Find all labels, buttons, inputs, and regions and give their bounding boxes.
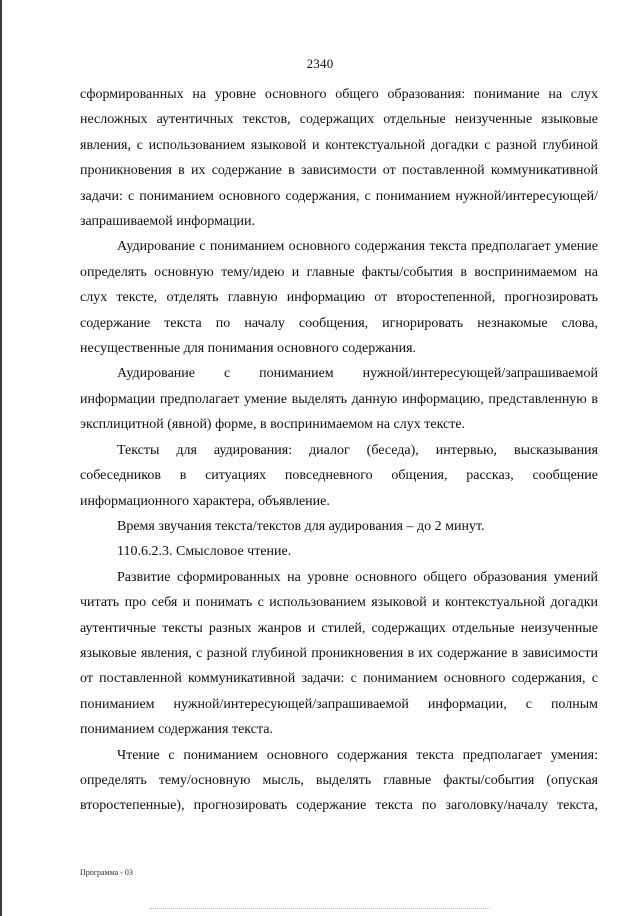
paragraph-continuation: сформированных на уровне основного общего образования: понимание на слух несложных аутентичных текстов, содержащих отдельные неизученные языковые явления, с использованием языковой и контекстуальной догадки с разной глубиной проникновения в их содержание в зависимости от поставленной коммуникативной задачи: с пониманием основного содержания, с пониманием нужной/интересующей/запрашиваемой информации. bbox=[80, 87, 598, 230]
scan-artifact-line bbox=[150, 908, 490, 910]
paragraph-reading-development: Развитие сформированных на уровне основного общего образования умений читать про себя и понимать с использованием языковой и контекстуальной догадки аутентичные тексты разных жанров и стилей, содержащих отдельные неизученные языковые явления, с разной глубиной проникновения в их содержание в зависимости от поставленной коммуникативной задачи: с пониманием основного содержания, с пониманием нужной/интересующей/запрашиваемой информации, с полным пониманием содержания текста. bbox=[80, 569, 598, 738]
section-heading-reading: 110.6.2.3. Смысловое чтение. bbox=[117, 544, 292, 560]
scan-edge bbox=[0, 0, 2, 916]
paragraph-reading-main-content: Чтение с пониманием основного содержания текста предполагает умения: определять тему/основную мысль, выделять главные факты/события (опуская второстепенные), прогнозировать содержание текста по заголовку/началу текста, bbox=[80, 747, 598, 814]
paragraph-listening-duration: Время звучания текста/текстов для аудирования – до 2 минут. bbox=[117, 518, 485, 534]
page-number: 2340 bbox=[306, 56, 334, 71]
paragraph-listening-texts: Тексты для аудирования: диалог (беседа), интервью, высказывания собеседников в ситуациях повседневного общения, рассказ, сообщение информационного характера, объявление. bbox=[80, 442, 598, 509]
body-text bbox=[80, 82, 598, 819]
footer-label: Программа - 03 bbox=[80, 868, 133, 877]
paragraph-listening-main-content: Аудирование с пониманием основного содержания текста предполагает умение определять основную тему/идею и главные факты/события в воспринимаемом на слух тексте, отделять главную информацию от второстепенной, прогнозировать содержание текста по началу сообщения, игнорировать незнакомые слова, несущественные для понимания основного содержания. bbox=[80, 239, 598, 357]
paragraph-listening-specific-info: Аудирование с пониманием нужной/интересующей/запрашиваемой информации предполагает умение выделять данную информацию, представленную в эксплицитной (явной) форме, в воспринимаемом на слух тексте. bbox=[80, 366, 598, 433]
